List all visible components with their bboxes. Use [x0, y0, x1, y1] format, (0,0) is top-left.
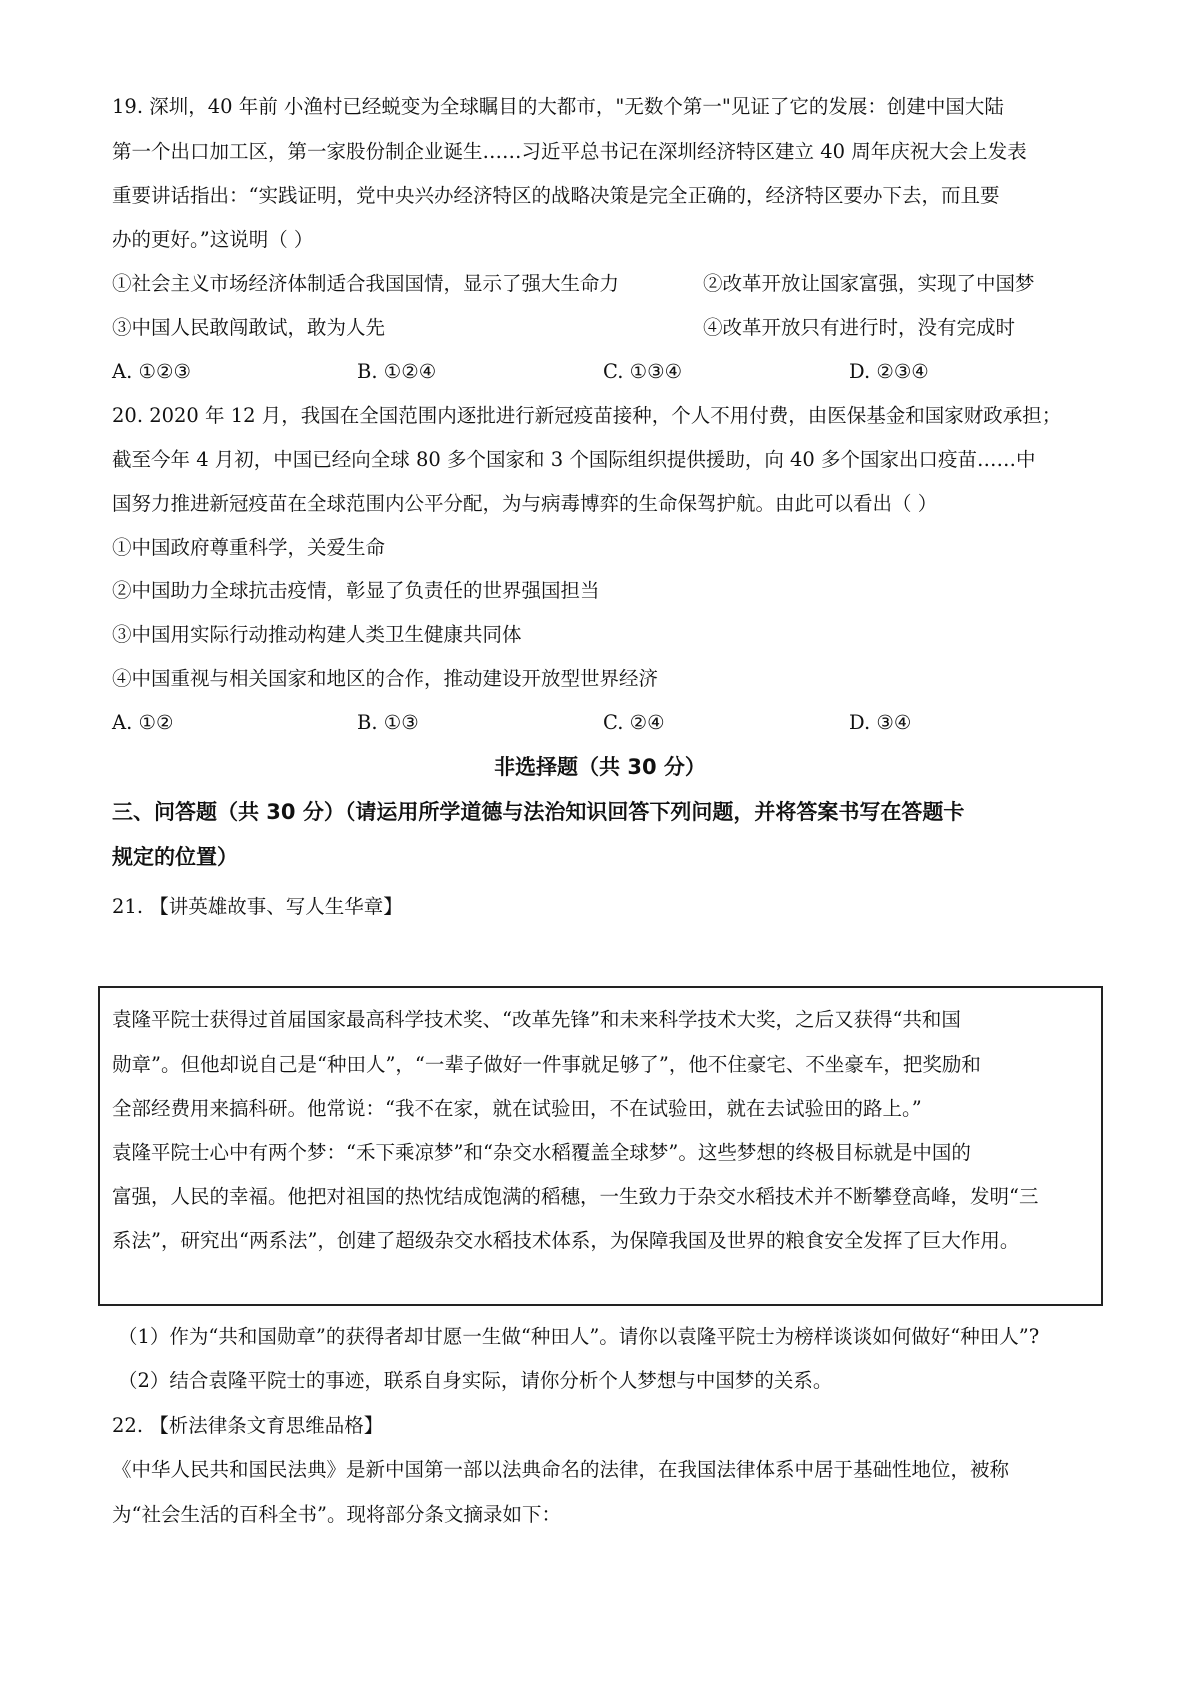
- q21-material-line-1: 袁隆平院士获得过首届国家最高科学技术奖、“改革先锋”和未来科学技术大奖，之后又获得“共和国: [112, 1008, 961, 1031]
- q22-intro-line-2: 为“社会生活的百科全书”。现将部分条文摘录如下：: [112, 1503, 561, 1526]
- q19-item-3: ③中国人民敢闯敢试，敢为人先: [112, 316, 386, 339]
- q20-item-4: ④中国重视与相关国家和地区的合作，推动建设开放型世界经济: [112, 667, 659, 690]
- q19-item-2: ②改革开放让国家富强，实现了中国梦: [703, 272, 1035, 295]
- q21-subquestion-2: （2）结合袁隆平院士的事迹，联系自身实际，请你分析个人梦想与中国梦的关系。: [118, 1369, 833, 1392]
- q22-intro-line-1: 《中华人民共和国民法典》是新中国第一部以法典命名的法律，在我国法律体系中居于基础性地位，被称: [112, 1458, 1010, 1481]
- q21-material-line-3: 全部经费用来搞科研。他常说：“我不在家，就在试验田，不在试验田，就在去试验田的路上。”: [112, 1097, 922, 1120]
- section-3-heading-line-2: 规定的位置）: [112, 845, 238, 869]
- q21-material-line-5: 富强，人民的幸福。他把对祖国的热忱结成饱满的稻穗，一生致力于杂交水稻技术并不断攀登高峰，发明“三: [112, 1185, 1039, 1208]
- q20-item-3: ③中国用实际行动推动构建人类卫生健康共同体: [112, 623, 522, 646]
- q19-stem-line-3: 重要讲话指出：“实践证明，党中央兴办经济特区的战略决策是完全正确的，经济特区要办下去，而且要: [112, 184, 1000, 207]
- q19-stem-line-4: 办的更好。”这说明（ ）: [112, 228, 314, 251]
- section-3-heading-line-1: 三、问答题（共 30 分）（请运用所学道德与法治知识回答下列问题，并将答案书写在答题卡: [112, 800, 965, 824]
- q21-title: 21. 【讲英雄故事、写人生华章】: [112, 895, 403, 918]
- nonchoice-section-title: 非选择题（共 30 分）: [494, 755, 706, 779]
- q19-item-4: ④改革开放只有进行时，没有完成时: [703, 316, 1016, 339]
- q20-option-b: B. ①③: [357, 711, 419, 734]
- q20-stem-line-2: 截至今年 4 月初，中国已经向全球 80 多个国家和 3 个国际组织提供援助，向 40 多个国家出口疫苗……中: [112, 448, 1036, 471]
- q19-item-1: ①社会主义市场经济体制适合我国国情，显示了强大生命力: [112, 272, 620, 295]
- q20-item-1: ①中国政府尊重科学，关爱生命: [112, 536, 386, 559]
- q19-stem-line-1: 19. 深圳，40 年前 小渔村已经蜕变为全球瞩目的大都市，"无数个第一"见证了它的发展：创建中国大陆: [112, 95, 1004, 118]
- q20-option-d: D. ③④: [849, 711, 912, 734]
- q19-stem-line-2: 第一个出口加工区，第一家股份制企业诞生……习近平总书记在深圳经济特区建立 40 周年庆祝大会上发表: [112, 140, 1027, 163]
- q21-subquestion-1: （1）作为“共和国勋章”的获得者却甘愿一生做“种田人”。请你以袁隆平院士为榜样谈谈如何做好“种田人”?: [118, 1325, 1040, 1348]
- q20-option-a: A. ①②: [112, 711, 174, 734]
- q19-option-b: B. ①②④: [357, 360, 437, 383]
- q21-material-line-4: 袁隆平院士心中有两个梦：“禾下乘凉梦”和“杂交水稻覆盖全球梦”。这些梦想的终极目标就是中国的: [112, 1141, 971, 1164]
- q21-material-line-6: 系法”，研究出“两系法”，创建了超级杂交水稻技术体系，为保障我国及世界的粮食安全发挥了巨大作用。: [112, 1229, 1020, 1252]
- q21-material-line-2: 勋章”。但他却说自己是“种田人”，“一辈子做好一件事就足够了”，他不住豪宅、不坐豪车，把奖励和: [112, 1053, 981, 1076]
- q20-option-c: C. ②④: [603, 711, 665, 734]
- q19-option-c: C. ①③④: [603, 360, 683, 383]
- q20-stem-line-3: 国努力推进新冠疫苗在全球范围内公平分配，为与病毒博弈的生命保驾护航。由此可以看出（ ）: [112, 492, 938, 515]
- q20-item-2: ②中国助力全球抗击疫情，彰显了负责任的世界强国担当: [112, 579, 600, 602]
- q20-stem-line-1: 20. 2020 年 12 月，我国在全国范围内逐批进行新冠疫苗接种，个人不用付费，由医保基金和国家财政承担；: [112, 404, 1062, 427]
- q19-option-d: D. ②③④: [849, 360, 929, 383]
- q19-option-a: A. ①②③: [112, 360, 191, 383]
- q22-title: 22. 【析法律条文育思维品格】: [112, 1414, 384, 1437]
